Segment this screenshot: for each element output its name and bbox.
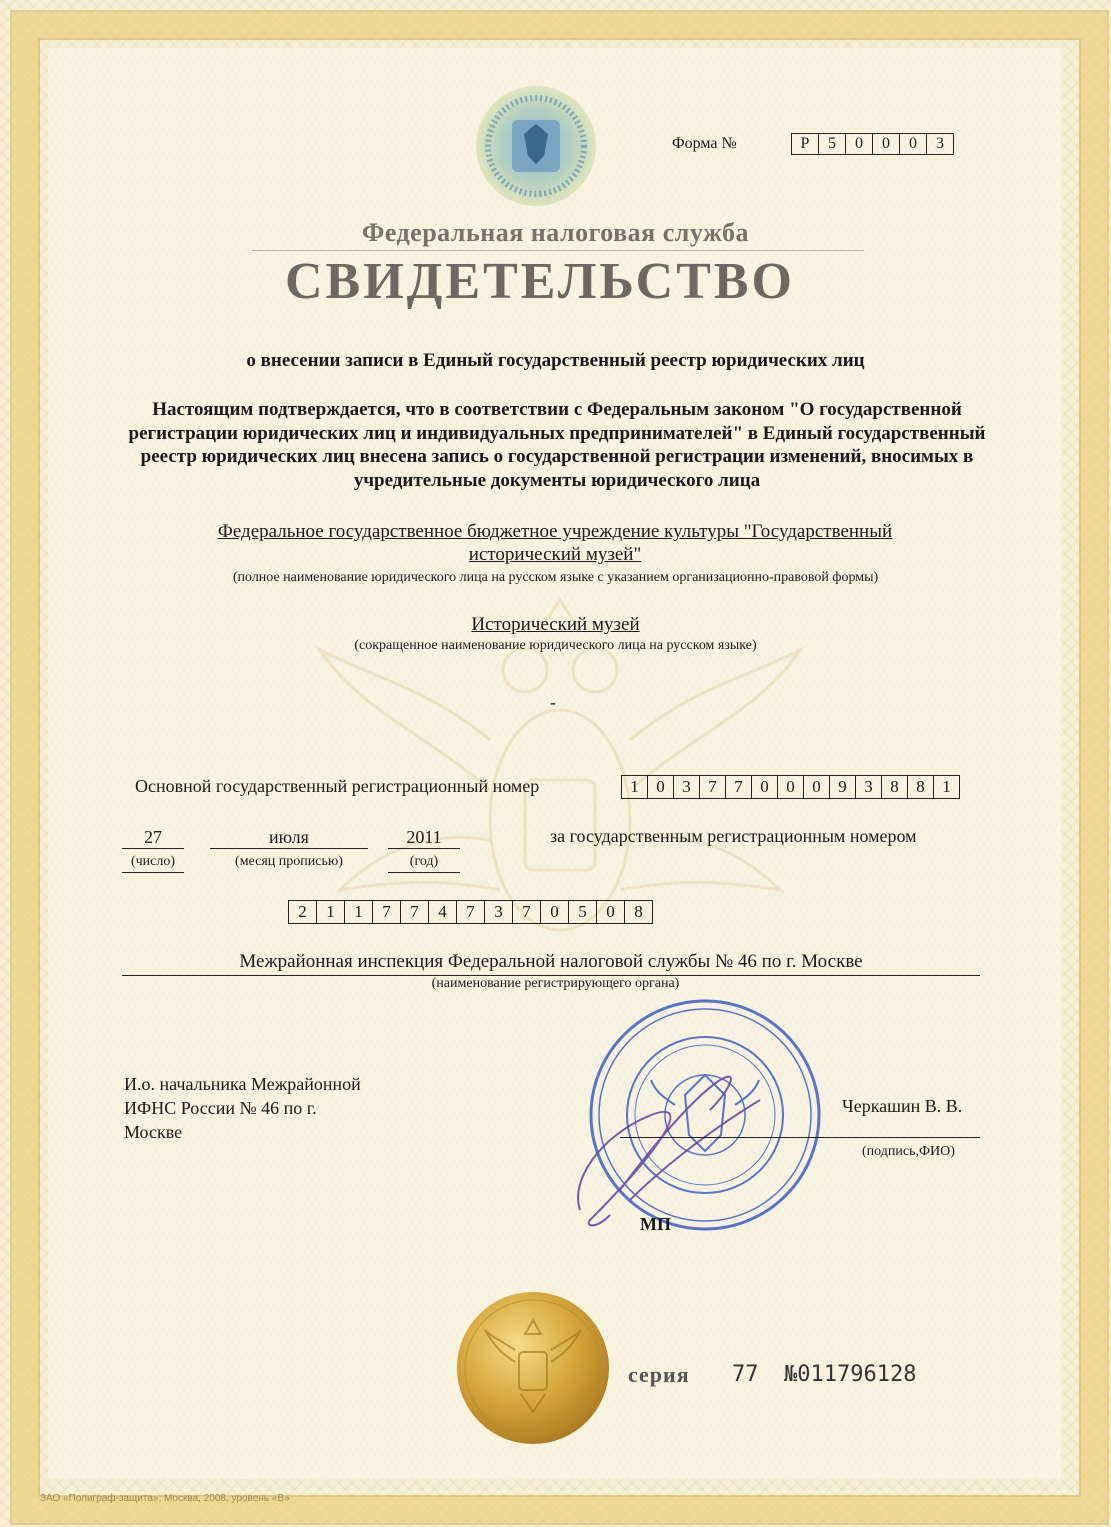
date-day-hint: (число) (122, 854, 184, 873)
form-code-char: 0 (846, 134, 873, 154)
agency-name: Федеральная налоговая служба (361, 218, 749, 247)
form-code-char: 5 (819, 134, 846, 154)
ogrn-digit: 3 (674, 776, 700, 798)
ogrn-label: Основной государственный регистрационный номер (135, 776, 540, 796)
form-code-char: 0 (900, 134, 927, 154)
gold-emblem-seal-icon (455, 1290, 611, 1446)
grn-digit: 8 (634, 902, 643, 921)
hologram-emblem-icon (474, 84, 598, 208)
ogrn-digit: 9 (830, 776, 856, 798)
grn-digit: 0 (541, 901, 569, 923)
series-label: серия (628, 1362, 690, 1387)
ogrn-digit: 1 (942, 777, 951, 796)
ogrn-digit: 7 (726, 776, 752, 798)
grn-digit: 7 (401, 901, 429, 923)
date-day: 27 (122, 827, 184, 849)
ogrn-digit: 7 (700, 776, 726, 798)
grn-digit: 3 (485, 901, 513, 923)
form-code-char: 0 (873, 134, 900, 154)
grn-digit: 7 (513, 901, 541, 923)
grn-digit: 1 (317, 901, 345, 923)
signature-hint: (подпись,ФИО) (862, 1144, 955, 1159)
form-code-char: 3 (936, 135, 944, 152)
handwritten-signature-icon (560, 1040, 780, 1240)
grn-digit: 7 (457, 901, 485, 923)
position-line1: И.о. начальника Межрайонной (124, 1074, 361, 1094)
date-year-hint: (год) (388, 854, 460, 873)
signature-line (620, 1137, 980, 1138)
org-short-value: Исторический музей (471, 614, 640, 635)
form-code-boxes (791, 133, 954, 155)
position-line3: Москве (124, 1122, 183, 1142)
registering-authority: Межрайонная инспекция Федеральной налоговой службы № 46 по г. Москве (122, 951, 980, 976)
ogrn-digit: 1 (622, 776, 648, 798)
document-subtitle: о внесении записи в Единый государственный реестр юридических лиц (246, 350, 865, 371)
org-full-line2: исторический музей" (468, 544, 642, 565)
ogrn-digit: 8 (882, 776, 908, 798)
grn-digit: 5 (569, 901, 597, 923)
registering-authority-hint: (наименование регистрирующего органа) (431, 976, 680, 991)
confirmation-paragraph: Настоящим подтверждается, что в соответствии с Федеральным законом "О государственной регистрации юридических лиц и индивидуальных предпринимателей" в Единый государственный реестр юридических лиц внесена запись о государственной регистрации изменений, вносимых в учредительные документы юридического лица (128, 399, 986, 491)
ogrn-digit: 0 (648, 776, 674, 798)
ogrn-digit: 0 (804, 776, 830, 798)
series-value: 77 (732, 1362, 759, 1387)
signer-name: Черкашин В. В. (842, 1096, 963, 1116)
foreign-name-dash: - (550, 692, 556, 712)
document-title: СВИДЕТЕЛЬСТВО (284, 253, 796, 310)
serial-number: №011796128 (784, 1362, 917, 1387)
ogrn-digit: 8 (908, 776, 934, 798)
ogrn-digit: 0 (778, 776, 804, 798)
printer-imprint: ЗАО «Полиграф-защита», Москва, 2008, уровень «В» (40, 1493, 290, 1504)
organization-short-name (0, 614, 1111, 636)
org-short-hint: (сокращенное наименование юридического лица на русском языке) (354, 638, 757, 653)
position-line2: ИФНС России № 46 по г. (124, 1098, 317, 1118)
grn-digit: 1 (345, 901, 373, 923)
ogrn-boxes (621, 775, 960, 799)
form-number-label: Форма № (672, 135, 737, 152)
grn-digit: 2 (289, 901, 317, 923)
org-full-hint: (полное наименование юридического лица на русском языке с указанием организационно-правовой формы) (232, 570, 879, 585)
grn-digit: 7 (373, 901, 401, 923)
date-month-hint: (месяц прописью) (235, 854, 343, 869)
grn-boxes (288, 900, 653, 924)
agency-divider (252, 250, 864, 251)
grn-digit: 4 (429, 901, 457, 923)
seal-place-label: МП (640, 1214, 671, 1234)
form-code-char: Р (792, 134, 819, 154)
ogrn-digit: 3 (856, 776, 882, 798)
ogrn-digit: 0 (752, 776, 778, 798)
date-month: июля (210, 827, 368, 849)
organization-full-name (120, 520, 990, 566)
date-year: 2011 (388, 827, 460, 849)
signer-position (124, 1072, 424, 1144)
grn-label: за государственным регистрационным номером (550, 826, 917, 846)
org-full-line1: Федеральное государственное бюджетное учреждение культуры "Государственный (217, 521, 893, 542)
grn-digit: 0 (597, 901, 625, 923)
